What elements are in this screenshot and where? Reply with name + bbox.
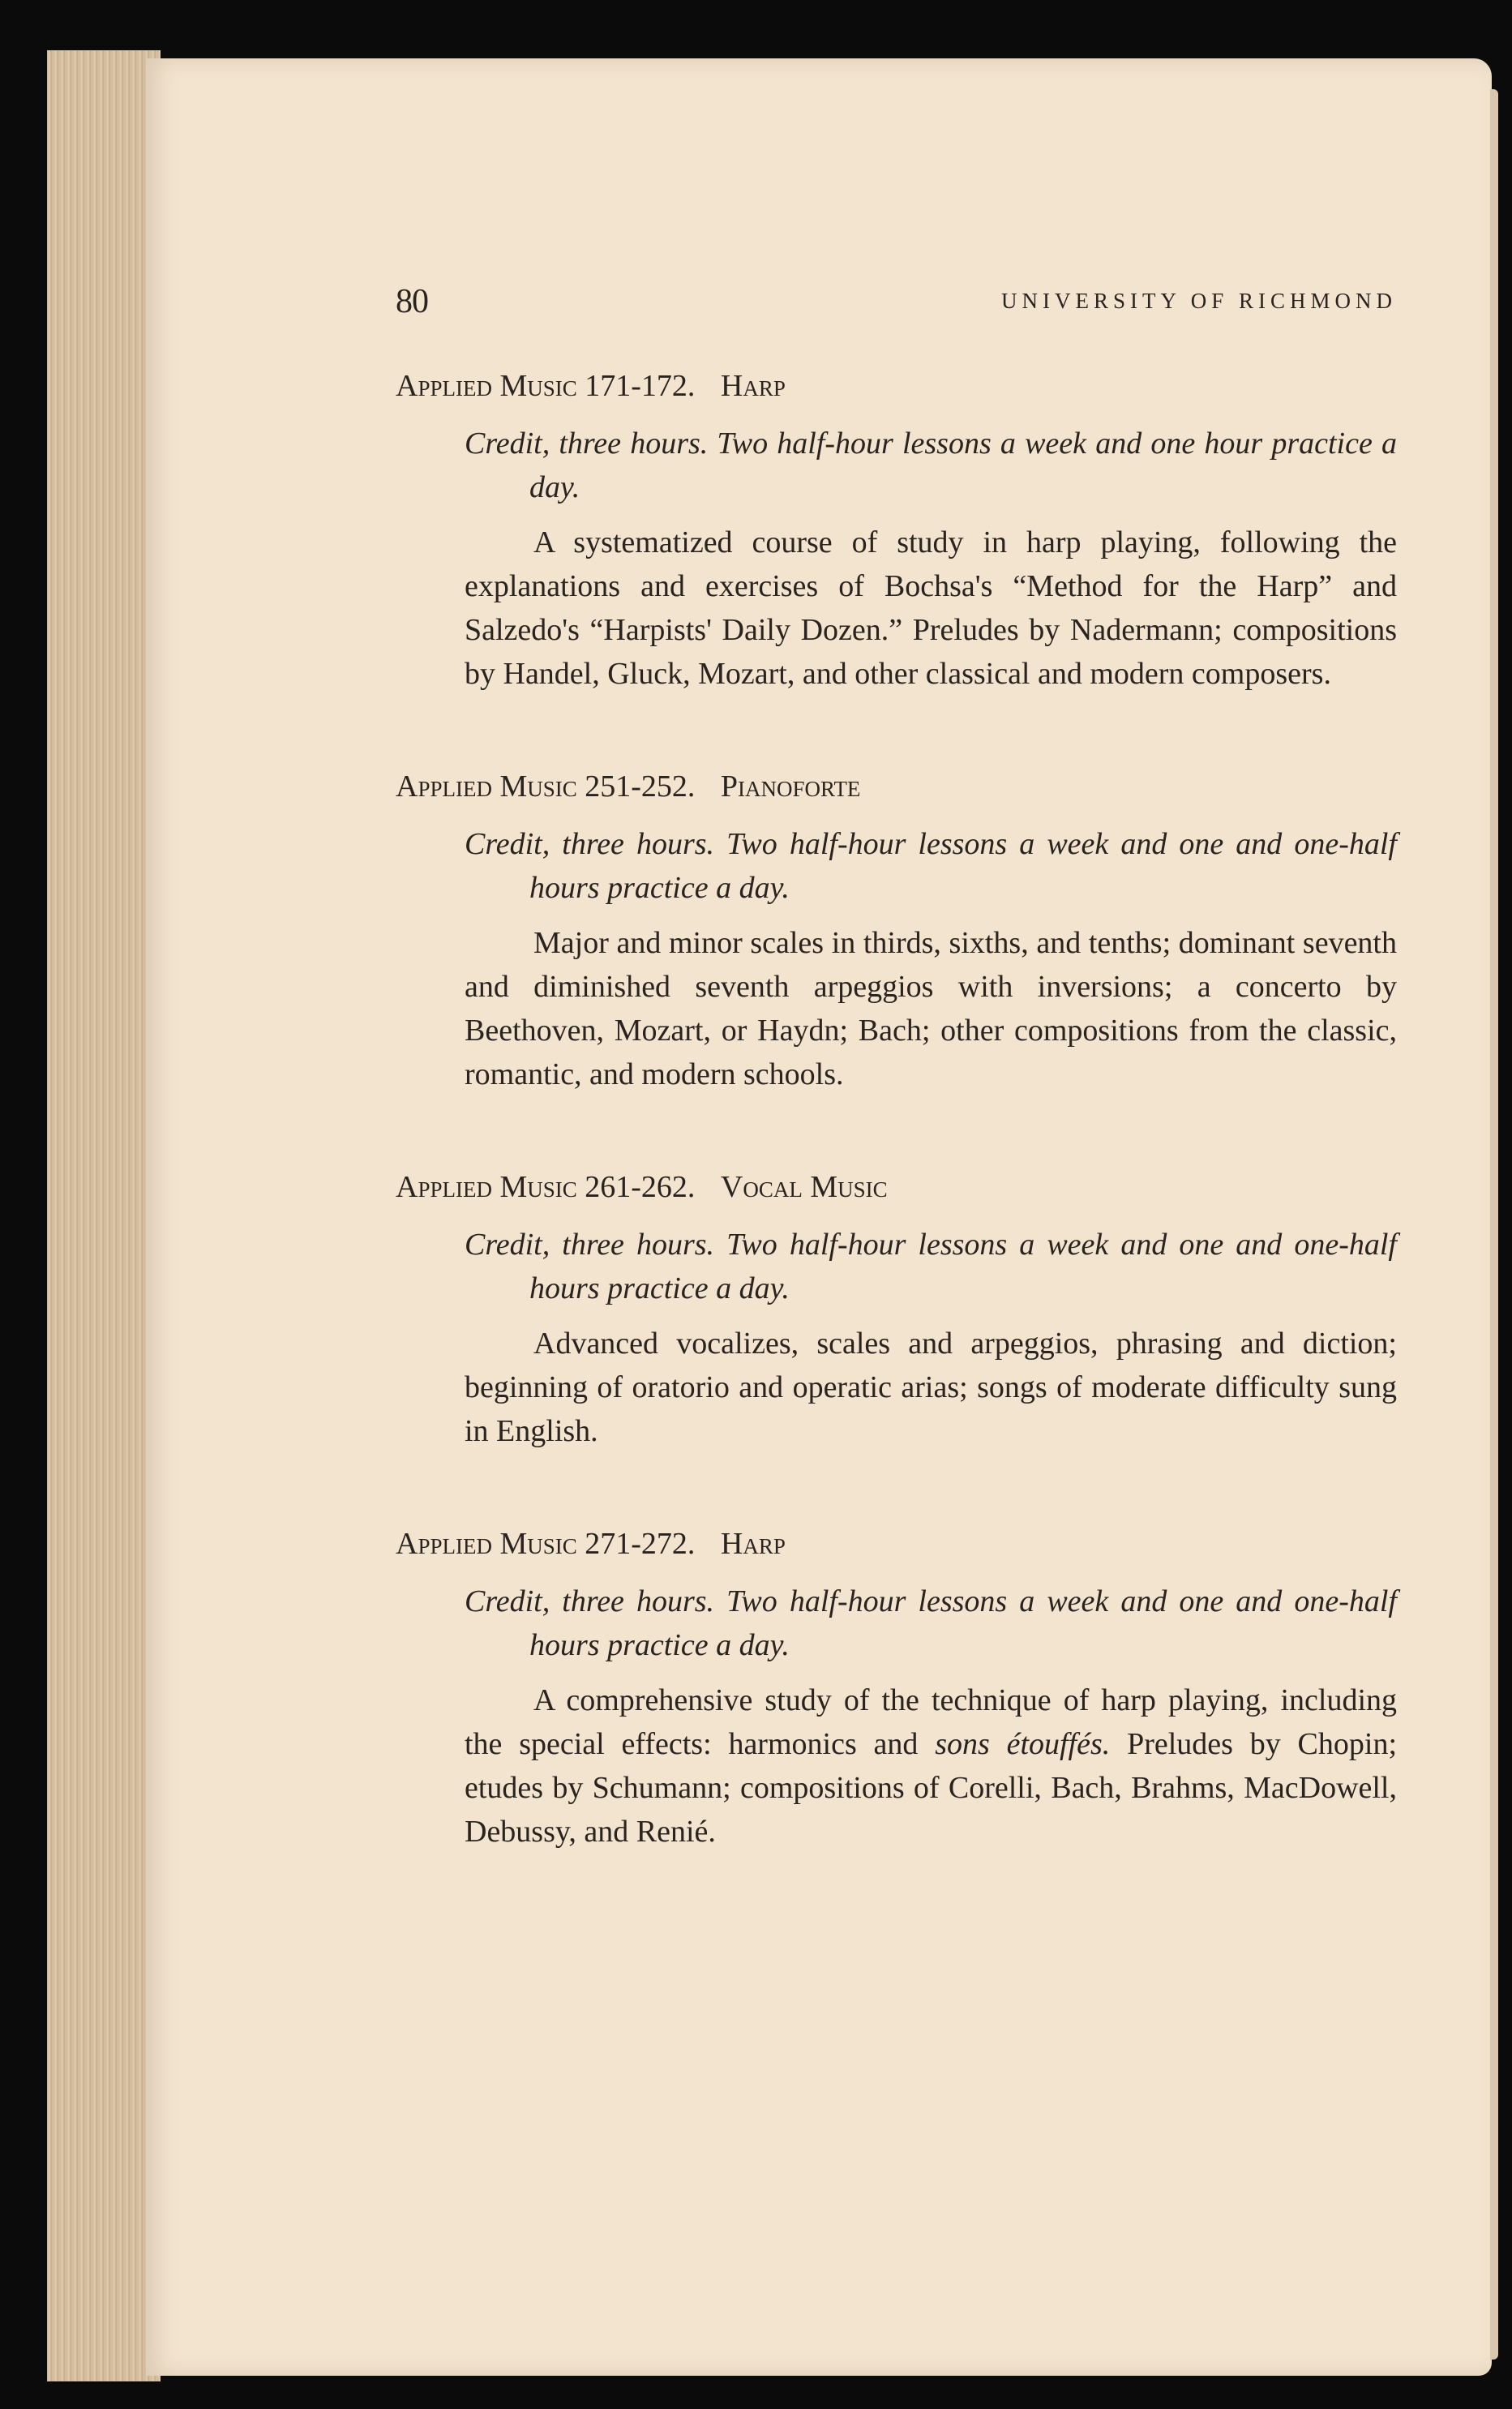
course-description (396, 1678, 1397, 1854)
course-prefix: Applied Music (396, 769, 577, 804)
course-number: 261-262. (585, 1170, 696, 1204)
course-title: Harp (720, 369, 786, 403)
course-heading (396, 366, 1397, 405)
course-applied-music-261-262 (396, 1168, 1397, 1453)
page-number: 80 (396, 283, 428, 320)
course-prefix: Applied Music (396, 1527, 577, 1561)
course-prefix: Applied Music (396, 369, 577, 403)
page-outer-edge (1490, 89, 1498, 2360)
course-number: 251-252. (585, 769, 696, 804)
page-edge (47, 50, 161, 2381)
course-title: Vocal Music (720, 1170, 888, 1204)
course-description: Advanced vocalizes, scales and arpeggios, phrasing and diction; beginning of oratorio and operatic arias; songs of moderate difficulty sung in English. (465, 1327, 1397, 1448)
course-title: Harp (720, 1527, 786, 1561)
course-prefix: Applied Music (396, 1170, 577, 1204)
course-heading (396, 767, 1397, 806)
course-credit: Credit, three hours. Two half-hour lessons a week and one hour practice a day. (465, 427, 1397, 504)
course-applied-music-251-252 (396, 767, 1397, 1096)
course-number: 171-172. (585, 369, 696, 403)
course-credit: Credit, three hours. Two half-hour lessons a week and one and one-half hours practice a day. (465, 827, 1397, 905)
running-head (396, 282, 1397, 334)
course-heading (396, 1524, 1397, 1563)
course-applied-music-271-272 (396, 1524, 1397, 1854)
page-content (396, 282, 1397, 1854)
description-emphasis: sons étouffés. (935, 1727, 1111, 1761)
course-description: Major and minor scales in thirds, sixths, and tenths; dominant seventh and diminished seventh arpeggios with inversions; a concerto by Beethoven, Mozart, or Haydn; Bach; other compositions from the classic, romantic, and modern schools. (465, 926, 1397, 1091)
running-title: UNIVERSITY OF RICHMOND (1000, 289, 1397, 313)
course-title: Pianoforte (720, 769, 861, 804)
course-applied-music-171-172 (396, 366, 1397, 696)
course-number: 271-272. (585, 1527, 696, 1561)
description-text: A comprehensive study of the technique of harp playing, including the special effects: harmonics and (465, 1683, 1397, 1761)
course-heading (396, 1168, 1397, 1207)
course-credit: Credit, three hours. Two half-hour lessons a week and one and one-half hours practice a day. (465, 1584, 1397, 1662)
description-text: Preludes by Chopin; etudes by Schumann; compositions of Corelli, Bach, Brahms, MacDowell, Debussy, and Renié. (465, 1727, 1397, 1849)
course-description: A systematized course of study in harp playing, following the explanations and exercises of Bochsa's “Method for the Harp” and Salzedo's “Harpists' Daily Dozen.” Preludes by Nadermann; compositions by Handel, Gluck, Mozart, and other classical and modern composers. (465, 525, 1397, 691)
course-credit: Credit, three hours. Two half-hour lessons a week and one and one-half hours practice a day. (465, 1228, 1397, 1305)
